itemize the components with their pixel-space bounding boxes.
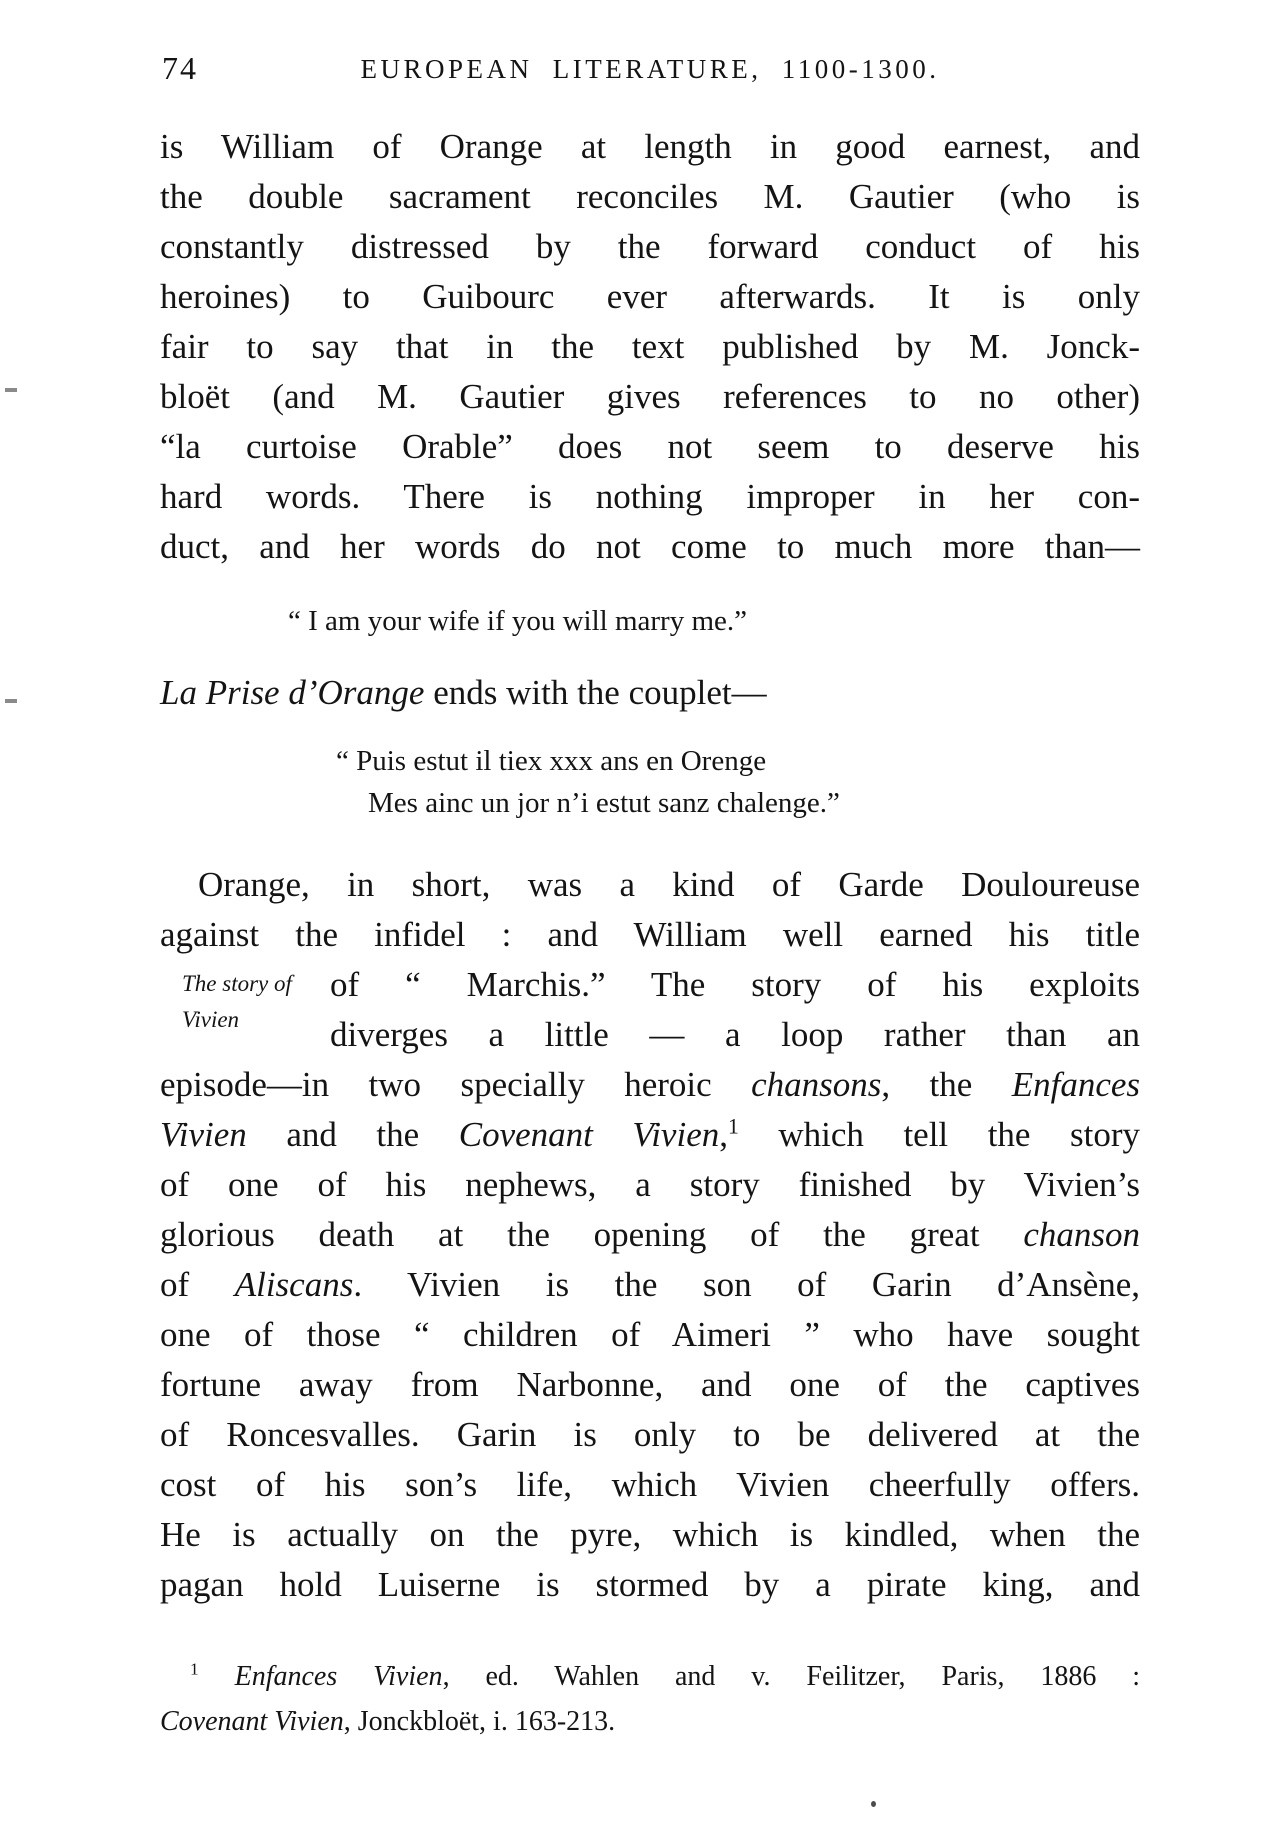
text-line: Orange, in short, was a kind of Garde Douloureuse <box>198 865 1140 904</box>
margin-sidenote <box>182 966 332 1038</box>
footnote <box>160 1654 1140 1744</box>
text-line: duct, and her words do not come to much more than— <box>160 527 1140 566</box>
verse-line: Mes ainc un jor n’i estut sanz chalenge.” <box>368 787 840 819</box>
scan-speck <box>871 1801 876 1807</box>
running-title: EUROPEAN LITERATURE, 1100-1300. <box>360 54 940 84</box>
text-line: fortune away from Narbonne, and one of the captives <box>160 1365 1140 1404</box>
text-line: heroines) to Guibourc ever afterwards. It is only <box>160 277 1140 316</box>
text-line: the double sacrament reconciles M. Gautier (who is <box>160 177 1140 216</box>
verse-couplet <box>160 740 1140 824</box>
text-line: of one of his nephews, a story finished by Vivien’s <box>160 1165 1140 1204</box>
text-line: against the infidel : and William well earned his title <box>160 915 1140 954</box>
text-line: fair to say that in the text published by M. Jonck- <box>160 327 1140 366</box>
page-number: 74 <box>162 50 198 86</box>
text-line: bloët (and M. Gautier gives references to no other) <box>160 377 1140 416</box>
text-line: “la curtoise Orable” does not seem to deserve his <box>160 427 1140 466</box>
sidenote-line: The story of <box>182 971 292 996</box>
text-line: glorious death at the opening of the great chanson <box>160 1215 1140 1254</box>
text-line: constantly distressed by the forward conduct of his <box>160 227 1140 266</box>
text-line: one of those “ children of Aimeri ” who have sought <box>160 1315 1140 1354</box>
text-line: of “ Marchis.” The story of his exploits <box>330 965 1140 1004</box>
scan-speck <box>5 388 17 392</box>
text-line: diverges a little — a loop rather than an <box>330 1015 1140 1054</box>
paragraph-2 <box>160 860 1140 1610</box>
footnote-line: $^1$ Enfances Vivien, ed. Wahlen and v. Feilitzer, Paris, 1886 : <box>190 1659 1141 1692</box>
text-line: of Aliscans. Vivien is the son of Garin d’Ansène, <box>160 1265 1141 1304</box>
lead-sentence: La Prise d’Orange ends with the couplet— <box>160 673 767 712</box>
text-line: hard words. There is nothing improper in her con- <box>160 477 1140 516</box>
footnote-line: Covenant Vivien, Jonckbloët, i. 163-213. <box>160 1706 616 1737</box>
page-header <box>160 48 1140 88</box>
scan-speck <box>5 699 17 703</box>
text-line: episode—in two specially heroic chansons, the Enfances <box>160 1065 1141 1104</box>
text-line: is William of Orange at length in good earnest, and <box>160 127 1140 166</box>
text-line: pagan hold Luiserne is stormed by a pirate king, and <box>160 1565 1140 1604</box>
sidenote-line: Vivien <box>182 1007 240 1032</box>
text-line: cost of his son’s life, which Vivien cheerfully offers. <box>160 1465 1140 1504</box>
paragraph-1 <box>160 122 1140 572</box>
text-line: Vivien and the Covenant Vivien,$^1$ which tell the story <box>160 1114 1141 1154</box>
text-line: He is actually on the pyre, which is kindled, when the <box>160 1515 1140 1554</box>
page-body <box>160 122 1140 1744</box>
text-line: of Roncesvalles. Garin is only to be delivered at the <box>160 1415 1140 1454</box>
verse-line: “ Puis estut il tiex xxx ans en Orenge <box>336 745 767 777</box>
inline-quotation: “ I am your wife if you will marry me.” <box>288 605 748 637</box>
